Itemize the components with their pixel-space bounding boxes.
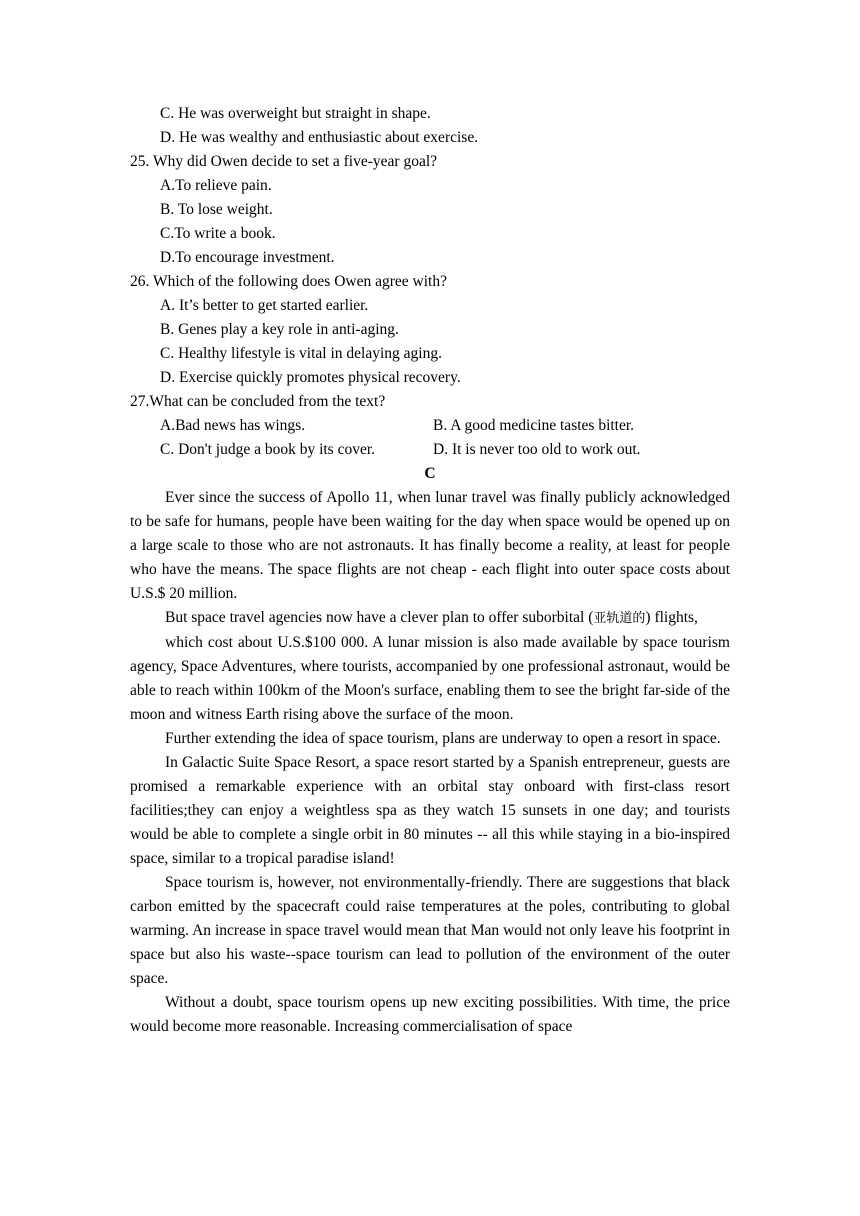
q25-option-a: A.To relieve pain. xyxy=(160,177,272,194)
q26-option-d: D. Exercise quickly promotes physical recovery. xyxy=(160,369,461,386)
passage-paragraph-6: Space tourism is, however, not environmentally-friendly. There are suggestions that black carbon emitted by the spacecraft could raise temperatures at the poles, contributing to global warming. An increase in space travel would mean that Man would not only leave his footprint in space but also his waste--space tourism can lead to pollution of the environment of the outer space. xyxy=(130,874,730,987)
passage-paragraph-7: Without a doubt, space tourism opens up new exciting possibilities. With time, the price would become more reasonable. Increasing commercialisation of space xyxy=(130,994,730,1035)
passage-paragraph-2-text-b: ) flights, xyxy=(645,609,698,626)
passage-paragraph-2 xyxy=(130,606,730,631)
q25-option-b: B. To lose weight. xyxy=(160,201,273,218)
q27-question: 27.What can be concluded from the text? xyxy=(130,393,386,410)
passage-paragraph-5: In Galactic Suite Space Resort, a space resort started by a Spanish entrepreneur, guests are promised a remarkable experience with an orbital stay onboard with first-class resort facilities;they can enjoy a weightless spa as they watch 15 sunsets in one day; and tourists would be able to complete a single orbit in 80 minutes -- all this while staying in a bio-inspired space, similar to a tropical paradise island! xyxy=(130,754,730,867)
q24-option-d: D. He was wealthy and enthusiastic about exercise. xyxy=(160,129,479,146)
q26-question: 26. Which of the following does Owen agree with? xyxy=(130,273,447,290)
q25-option-c: C.To write a book. xyxy=(160,225,276,242)
q25-question: 25. Why did Owen decide to set a five-year goal? xyxy=(130,153,438,170)
q27-option-b: B. A good medicine tastes bitter. xyxy=(433,417,635,434)
section-heading: C xyxy=(424,465,436,482)
passage-paragraph-4: Further extending the idea of space tourism, plans are underway to open a resort in space. xyxy=(165,730,721,747)
q24-option-c: C. He was overweight but straight in shape. xyxy=(160,105,431,122)
passage-paragraph-3: which cost about U.S.$100 000. A lunar mission is also made available by space tourism agency, Space Adventures, where tourists, accompanied by one professional astronaut, would be able to reach within 100km of the Moon's surface, enabling them to see the bright far-side of the moon and witness Earth rising above the surface of the moon. xyxy=(130,634,730,723)
q26-option-a: A. It’s better to get started earlier. xyxy=(160,297,369,314)
passage-paragraph-2-text-a: But space travel agencies now have a clever plan to offer suborbital ( xyxy=(165,609,594,626)
q26-option-b: B. Genes play a key role in anti-aging. xyxy=(160,321,399,338)
document-page xyxy=(130,102,730,1039)
chinese-gloss: 亚轨道的 xyxy=(593,611,646,626)
q27-option-a: A.Bad news has wings. xyxy=(160,417,306,434)
q25-option-d: D.To encourage investment. xyxy=(160,249,335,266)
q27-option-d: D. It is never too old to work out. xyxy=(433,441,641,458)
q27-options-row-1 xyxy=(130,414,730,438)
q27-option-c: C. Don't judge a book by its cover. xyxy=(160,441,376,458)
q26-option-c: C. Healthy lifestyle is vital in delaying aging. xyxy=(160,345,442,362)
q27-options-row-2 xyxy=(130,438,730,462)
passage-paragraph-1: Ever since the success of Apollo 11, when lunar travel was finally publicly acknowledged to be safe for humans, people have been waiting for the day when space would be opened up on a large scale to those who are not astronauts. It has finally become a reality, at least for people who have the means. The space flights are not cheap - each flight into outer space costs about U.S.$ 20 million. xyxy=(130,489,730,602)
